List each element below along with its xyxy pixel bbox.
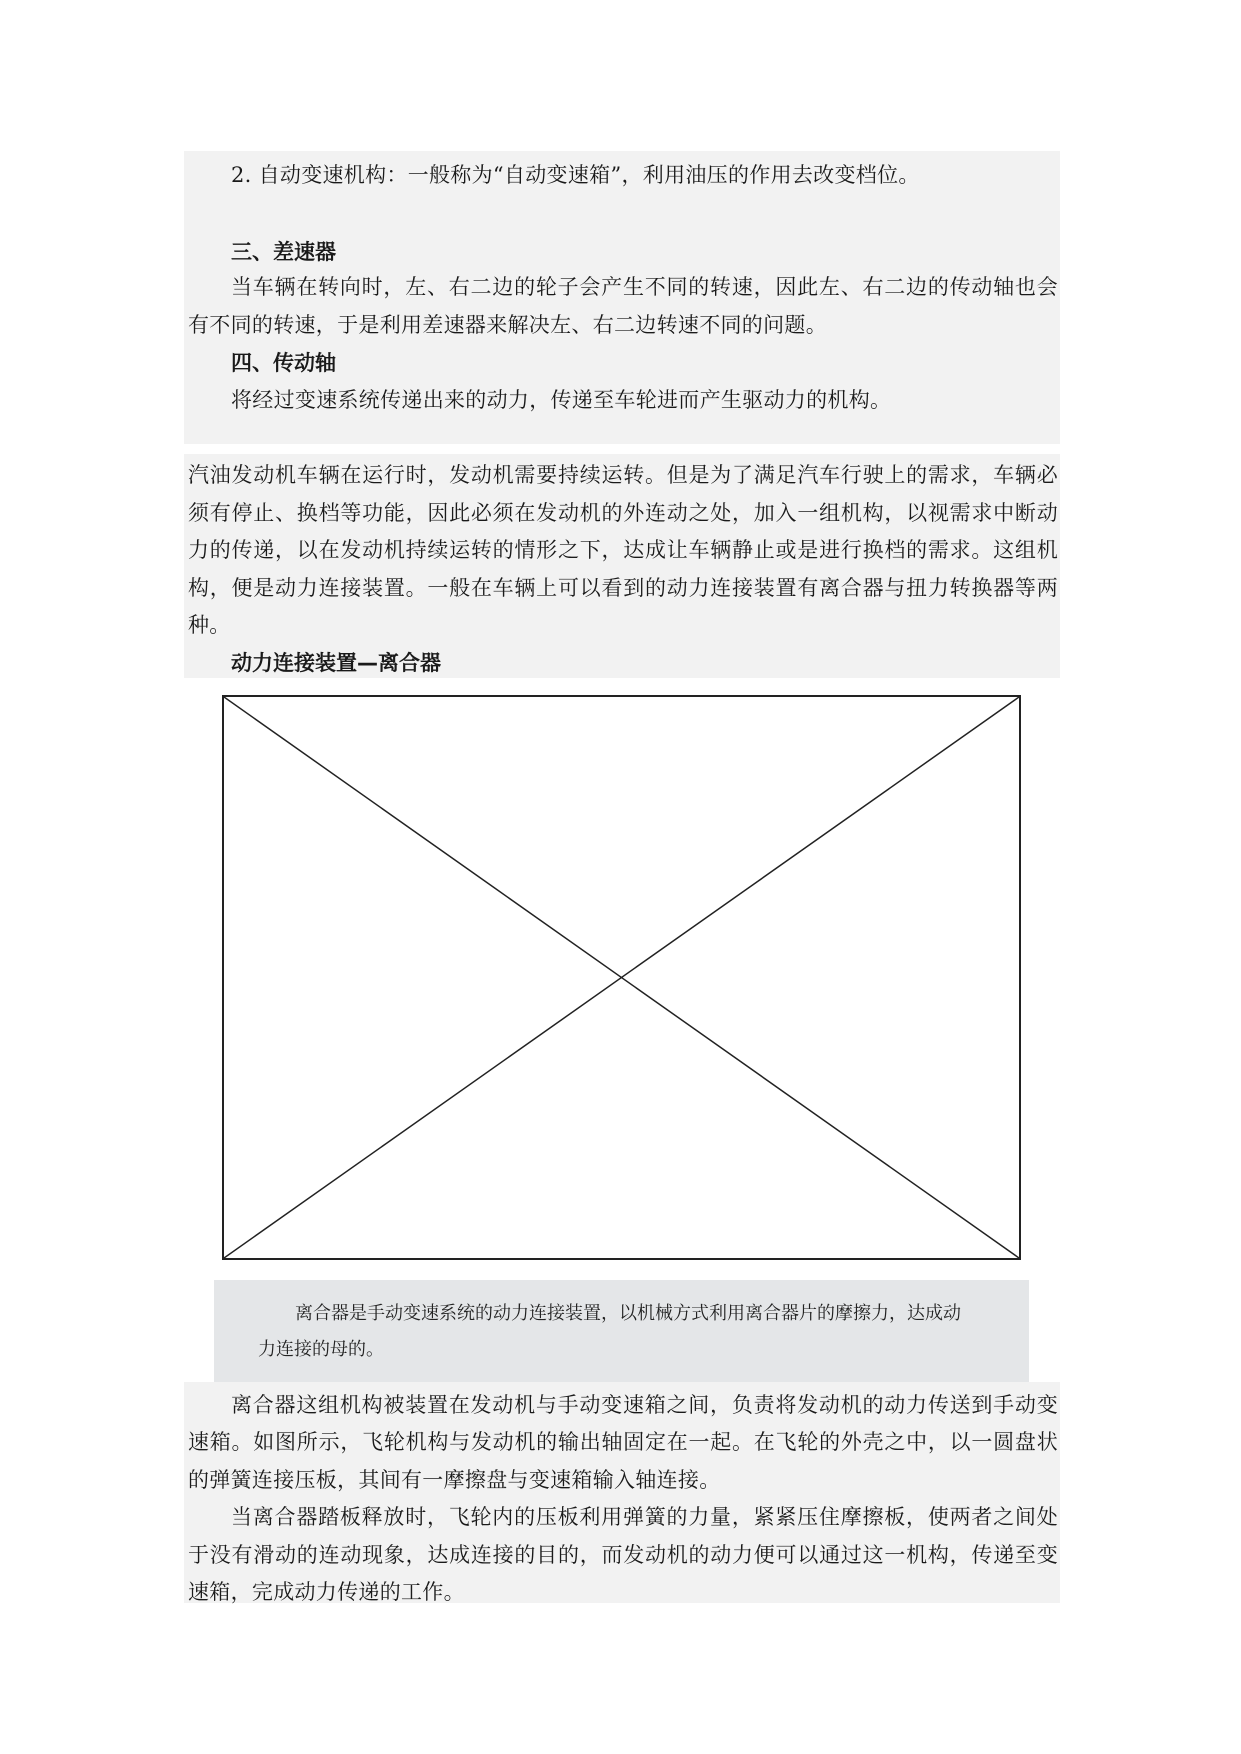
caption-line-1: 离合器是手动变速系统的动力连接装置，以机械方式利用离合器片的摩擦力，达成动 [295,1303,961,1324]
heading-clutch: 动力连接装置—离合器 [231,651,441,675]
image-placeholder-cross [224,697,1019,1258]
differential-paragraph-line-2: 有不同的转速，于是利用差速器来解决左、右二边转速不同的问题。 [188,313,827,337]
power-paragraph-line-3: 力的传递，以在发动机持续运转的情形之下，达成让车辆静止或是进行换档的需求。这组机 [188,538,1058,562]
figure-caption [214,1280,1029,1382]
item-automatic-transmission: 2. 自动变速机构：一般称为“自动变速箱”，利用油压的作用去改变档位。 [231,163,920,187]
power-paragraph-line-5: 种。 [188,613,231,637]
clutch-paragraph-1-line-1: 离合器这组机构被装置在发动机与手动变速箱之间，负责将发动机的动力传送到手动变 [231,1393,1058,1417]
heading-drive-shaft: 四、传动轴 [231,351,336,375]
image-placeholder [222,695,1021,1260]
heading-differential: 三、差速器 [231,240,336,264]
power-paragraph-line-1: 汽油发动机车辆在运行时，发动机需要持续运转。但是为了满足汽车行驶上的需求，车辆必 [188,463,1058,487]
clutch-paragraph-1-line-2: 速箱。如图所示，飞轮机构与发动机的输出轴固定在一起。在飞轮的外壳之中，以一圆盘状 [188,1430,1058,1454]
drive-shaft-paragraph: 将经过变速系统传递出来的动力，传递至车轮进而产生驱动力的机构。 [231,388,892,412]
clutch-paragraph-2-line-2: 于没有滑动的连动现象，达成连接的目的，而发动机的动力便可以通过这一机构，传递至变 [188,1543,1058,1567]
clutch-paragraph-2-line-3: 速箱，完成动力传递的工作。 [188,1580,465,1604]
power-paragraph-line-2: 须有停止、换档等功能，因此必须在发动机的外连动之处，加入一组机构，以视需求中断动 [188,501,1058,525]
power-paragraph-line-4: 构，便是动力连接装置。一般在车辆上可以看到的动力连接装置有离合器与扭力转换器等两 [188,576,1058,600]
differential-paragraph-line-1: 当车辆在转向时，左、右二边的轮子会产生不同的转速，因此左、右二边的传动轴也会 [231,275,1058,299]
clutch-paragraph-1-line-3: 的弹簧连接压板，其间有一摩擦盘与变速箱输入轴连接。 [188,1468,721,1492]
caption-line-2: 力连接的母的。 [258,1339,384,1360]
clutch-paragraph-2-line-1: 当离合器踏板释放时，飞轮内的压板利用弹簧的力量，紧紧压住摩擦板，使两者之间处 [231,1505,1058,1529]
